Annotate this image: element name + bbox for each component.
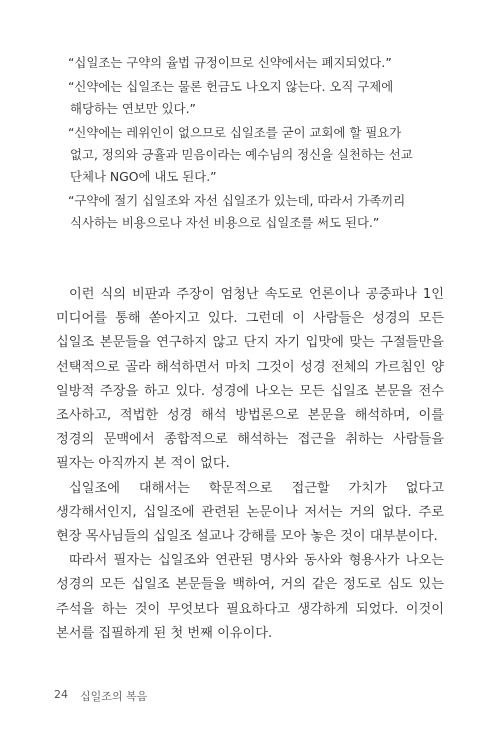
page-footer xyxy=(54,688,147,704)
running-title: 십일조의 복음 xyxy=(80,690,148,703)
paragraph-1: 이런 식의 비판과 주장이 엄청난 속도로 언론이나 공중파나 1인 미디어를 통해 쏟아지고 있다. 그런데 이 사람들은 성경의 모든 십일조 본문들을 연구하지 않고 단지 자기 입맛에 맞는 구절들만을 선택적으로 골라 해석하면서 마치 그것이 성경 전체의 가르침인 양 일방적 주장을 하고 있다. 성경에 나오는 모든 십일조 본문을 전수 조사하고, 적법한 성경 해석 방법론으로 본문을 해석하며, 이를 정경의 문맥에서 종합적으로 해석하는 접근을 취하는 사람들을 필자는 아직까지 본 적이 없다. xyxy=(56,287,444,472)
paragraph-2: 십일조에 대해서는 학문적으로 접근할 가치가 없다고 생각해서인지, 십일조에 관련된 논문이나 저서는 거의 없다. 주로 현장 목사님들의 십일조 설교나 강해를 모아 놓은 것이 대부분이다. xyxy=(56,480,444,545)
quote-3: “신약에는 레위인이 없으므로 십일조를 굳이 교회에 할 필요가 없고, 정의와 긍휼과 믿음이라는 예수님의 정신을 실천하는 선교 단체나 NGO에 내도 된다.” xyxy=(68,125,413,184)
quote-2: “신약에는 십일조는 물론 헌금도 나오지 않는다. 오직 구제에 해당하는 연보만 있다.” xyxy=(68,79,394,116)
paragraph-3: 따라서 필자는 십일조와 연관된 명사와 동사와 형용사가 나오는 성경의 모든 십일조 본문들을 백하여, 거의 같은 정도로 심도 있는 주석을 하는 것이 무엇보다 필요하다고 생각하게 되었다. 이것이 본서를 집필하게 된 첫 번째 이유이다. xyxy=(56,553,444,641)
body-text xyxy=(56,283,444,646)
quote-1: “십일조는 구약의 율법 규정이므로 신약에서는 폐지되었다.” xyxy=(68,55,392,70)
quote-4: “구약에 절기 십일조와 자선 십일조가 있는데, 따라서 가족끼리 식사하는 비용으로나 자선 비용으로 십일조를 써도 된다.” xyxy=(68,193,406,230)
page-number: 24 xyxy=(54,688,68,701)
quotes-block xyxy=(70,52,430,236)
